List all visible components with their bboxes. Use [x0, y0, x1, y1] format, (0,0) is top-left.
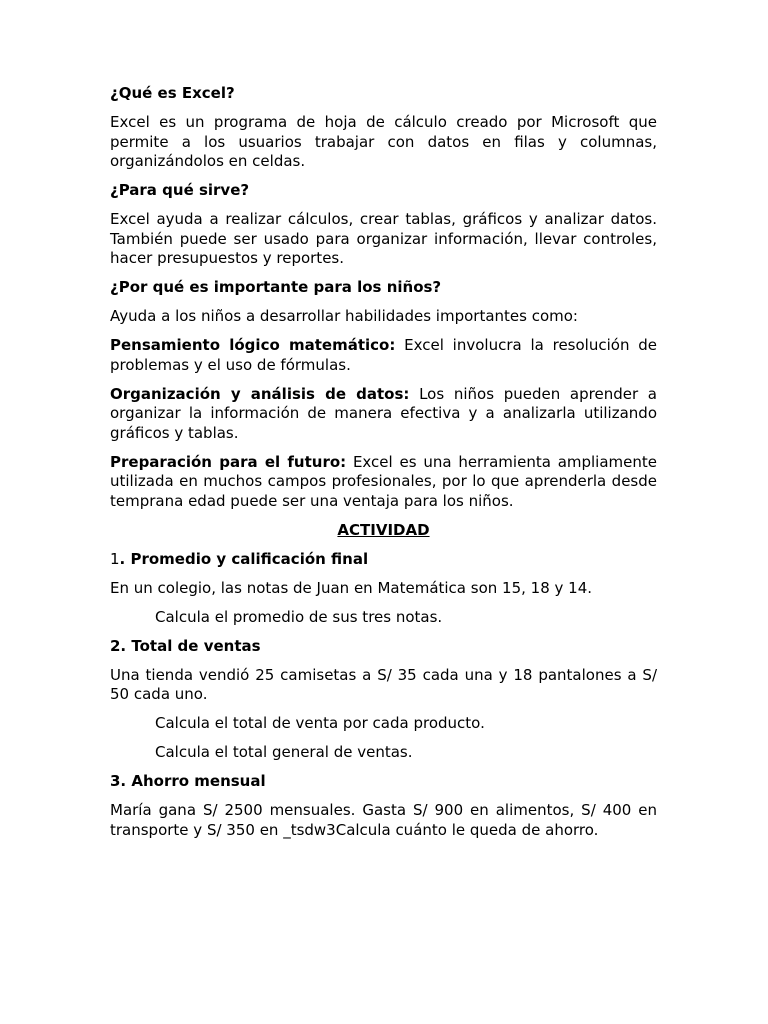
exercise-1-number: 1	[110, 549, 120, 568]
skill-logic-text: Excel involucra la resolución de problemas y el uso de fórmulas.	[110, 336, 657, 374]
section-title-why-important: ¿Por qué es importante para los niños?	[110, 278, 442, 296]
exercise-2-task-1: Calcula el total de venta por cada producto.	[155, 714, 485, 732]
exercise-1-task: Calcula el promedio de sus tres notas.	[155, 607, 443, 626]
exercise-2-task-2: Calcula el total general de ventas.	[155, 743, 413, 761]
exercise-1-title	[110, 550, 657, 570]
activity-heading: ACTIVIDAD	[337, 520, 430, 539]
skill-future-label: Preparación para el futuro:	[110, 452, 347, 471]
exercise-2-title: 2. Total de ventas	[110, 636, 261, 655]
exercise-3-title: 3. Ahorro mensual	[110, 772, 266, 790]
skill-future-text: Excel es una herramienta ampliamente utilizada en muchos campos profesionales, por lo que aprenderla desde temprana edad puede ser una ventaja para los niños.	[110, 452, 658, 510]
skill-logic-label: Pensamiento lógico matemático:	[110, 336, 396, 354]
paragraph-skill-logic	[110, 336, 657, 375]
paragraph-what-for: Excel ayuda a realizar cálculos, crear tablas, gráficos y analizar datos. También puede ser usado para organizar información, llevar controles, hacer presupuestos y reportes.	[110, 210, 657, 267]
paragraph-skill-future	[110, 453, 657, 512]
document-page	[110, 84, 657, 850]
activity-heading-wrapper	[110, 521, 657, 541]
exercise-2-body: Una tienda vendió 25 camisetas a S/ 35 cada una y 18 pantalones a S/ 50 cada uno.	[110, 665, 657, 703]
section-title-what-for: ¿Para qué sirve?	[110, 181, 250, 199]
paragraph-skills-intro: Ayuda a los niños a desarrollar habilidades importantes como:	[110, 307, 578, 325]
exercise-1-body: En un colegio, las notas de Juan en Matemática son 15, 18 y 14.	[110, 578, 593, 597]
exercise-1-title-text: . Promedio y calificación final	[119, 549, 369, 568]
skill-organization-text: Los niños pueden aprender a organizar la información de manera efectiva y a analizarla utilizando gráficos y tablas.	[110, 384, 657, 442]
skill-organization-label: Organización y análisis de datos:	[110, 384, 410, 403]
exercise-3-body: María gana S/ 2500 mensuales. Gasta S/ 900 en alimentos, S/ 400 en transporte y S/ 350 en _tsdw3Calcula cuánto le queda de ahorro.	[110, 801, 657, 839]
section-title-what-is-excel: ¿Qué es Excel?	[110, 84, 235, 102]
paragraph-what-is-excel: Excel es un programa de hoja de cálculo creado por Microsoft que permite a los usuarios trabajar con datos en filas y columnas, organizándolos en celdas.	[110, 113, 657, 170]
paragraph-skill-organization	[110, 385, 657, 444]
